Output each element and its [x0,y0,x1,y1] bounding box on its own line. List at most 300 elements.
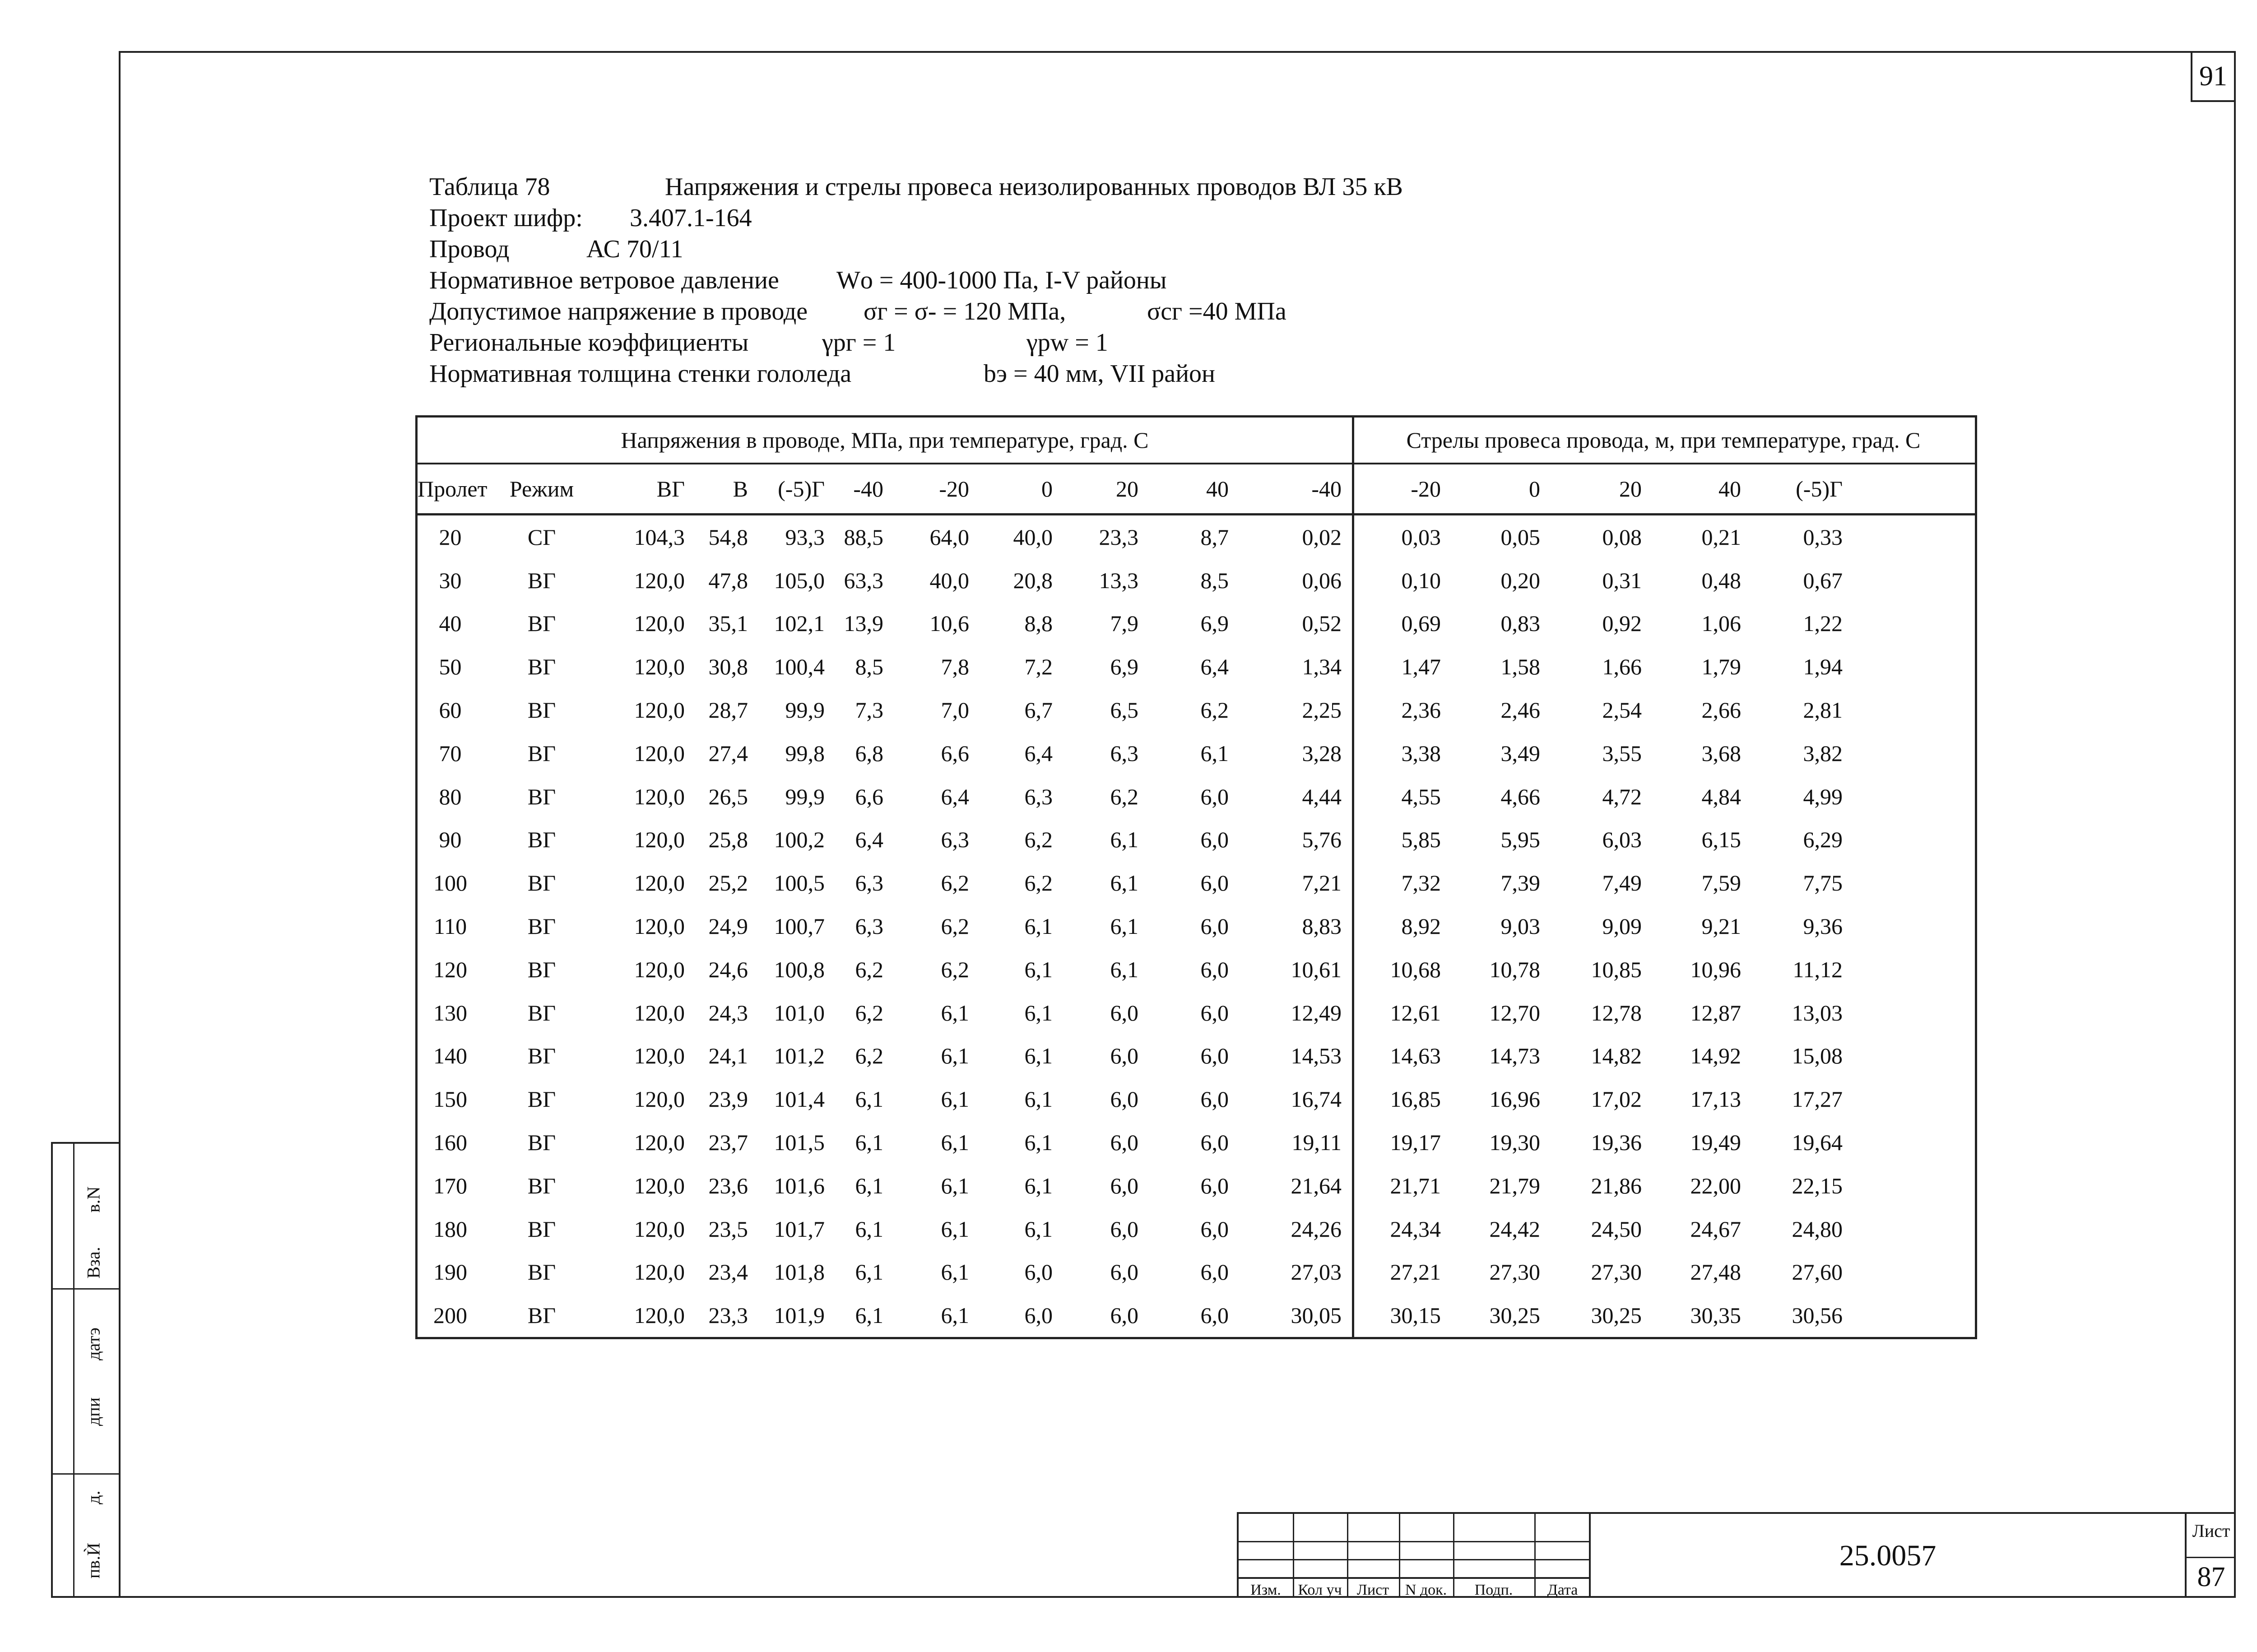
table-cell: 4,84 [1701,784,1741,809]
table-cell: 6,0 [1200,1086,1229,1112]
table-cell: 0,06 [1302,567,1342,593]
column-header: 0 [1041,476,1053,501]
table-cell: 17,27 [1792,1086,1843,1112]
table-cell: 7,3 [855,697,883,723]
group-sag-header: Стрелы провеса провода, м, при температуре, град. С [1406,427,1921,453]
table-cell: 6,8 [855,740,883,766]
table-cell: 30,15 [1390,1303,1441,1328]
label-izm: Изм. [1250,1582,1281,1598]
coef-2: γpw = 1 [1026,329,1108,357]
table-cell: 8,5 [1200,567,1229,593]
table-cell: 26,5 [708,784,748,809]
table-cell: 120,0 [634,1216,685,1242]
table-cell: 90 [439,827,462,853]
table-cell: 6,0 [1110,1303,1138,1328]
table-cell: 6,0 [1200,1216,1229,1242]
table-cell: 63,3 [844,567,883,593]
table-cell: 19,49 [1690,1130,1741,1155]
column-header: ВГ [656,476,685,501]
table-cell: 120,0 [634,784,685,809]
table-row [418,732,1975,775]
project-label: Проект шифр: [429,204,583,232]
table-cell: 23,9 [708,1086,748,1112]
table-cell: 0,48 [1701,567,1741,593]
table-cell: 30,8 [708,654,748,680]
table-cell: 24,67 [1690,1216,1741,1242]
table-cell: 22,00 [1690,1173,1741,1198]
table-cell: 3,55 [1602,740,1642,766]
table-cell: 70 [439,740,462,766]
table-cell: 6,0 [1110,1130,1138,1155]
table-cell: 6,0 [1024,1303,1053,1328]
group-header-row [418,418,1975,464]
table-cell: 24,3 [708,1000,748,1026]
table-cell: 2,81 [1803,697,1843,723]
table-cell: 6,4 [1200,654,1229,680]
table-cell: 101,6 [774,1173,825,1198]
table-cell: 4,55 [1401,784,1441,809]
table-cell: ВГ [527,1259,556,1285]
table-cell: 6,6 [855,784,883,809]
table-cell: 30,05 [1291,1303,1342,1328]
column-header: -20 [1411,476,1441,501]
table-label: Таблица 78 [429,173,550,201]
table-cell: 21,79 [1489,1173,1540,1198]
table-cell: 64,0 [929,524,969,550]
table-cell: 0,05 [1500,524,1540,550]
table-row [418,1294,1975,1337]
table-cell: 30,56 [1792,1303,1843,1328]
table-cell: 25,2 [708,870,748,896]
column-header: 40 [1206,476,1229,501]
table-cell: 27,30 [1591,1259,1642,1285]
table-cell: 23,7 [708,1130,748,1155]
table-cell: ВГ [527,1173,556,1198]
label-n-dok: N док. [1405,1582,1447,1598]
table-cell: 6,2 [941,870,969,896]
table-row [418,515,1975,559]
table-row [418,1251,1975,1294]
table-cell: ВГ [527,956,556,982]
table-cell: 6,1 [1110,914,1138,939]
table-cell: 2,46 [1500,697,1540,723]
table-cell: 120,0 [634,654,685,680]
table-body [418,515,1975,1337]
table-cell: 1,06 [1701,611,1741,636]
table-row [418,645,1975,688]
wire-label: Провод [429,235,510,263]
table-cell: 6,0 [1110,1216,1138,1242]
column-header: -20 [939,476,969,501]
table-cell: 102,1 [774,611,825,636]
table-cell: 14,92 [1690,1043,1741,1069]
table-cell: 6,0 [1200,1043,1229,1069]
table-cell: 30 [439,567,462,593]
table-cell: 6,0 [1200,1303,1229,1328]
table-row [418,905,1975,948]
table-cell: 24,34 [1390,1216,1441,1242]
table-row [418,818,1975,862]
grid-line [1239,1577,1589,1579]
table-cell: 88,5 [844,524,883,550]
table-cell: 6,1 [941,1303,969,1328]
table-cell: 10,61 [1291,956,1342,982]
table-cell: 7,8 [941,654,969,680]
table-cell: 101,7 [774,1216,825,1242]
table-cell: 6,1 [1024,956,1053,982]
wind-label: Нормативное ветровое давление [429,266,779,294]
table-cell: 99,8 [785,740,825,766]
table-cell: 20,8 [1013,567,1053,593]
table-cell: 0,02 [1302,524,1342,550]
table-cell: 0,92 [1602,611,1642,636]
column-header: Пролет [418,476,488,501]
table-cell: 170 [433,1173,467,1198]
column-header: 0 [1529,476,1540,501]
table-cell: 6,0 [1110,1086,1138,1112]
table-cell: 6,1 [1024,1130,1053,1155]
table-cell: 100,5 [774,870,825,896]
table-cell: 30,25 [1591,1303,1642,1328]
table-cell: 6,0 [1200,1000,1229,1026]
table-cell: 6,03 [1602,827,1642,853]
coef-1: γpг = 1 [822,329,896,357]
table-cell: 24,6 [708,956,748,982]
table-cell: 6,2 [1200,697,1229,723]
table-cell: 120,0 [634,567,685,593]
table-cell: 6,2 [941,956,969,982]
table-cell: 24,80 [1792,1216,1843,1242]
table-cell: 130 [433,1000,467,1026]
table-cell: 28,7 [708,697,748,723]
table-cell: 99,9 [785,697,825,723]
table-cell: 0,03 [1401,524,1441,550]
table-cell: 30,35 [1690,1303,1741,1328]
column-header: -40 [853,476,883,501]
table-cell: 17,02 [1591,1086,1642,1112]
table-cell: 14,63 [1390,1043,1441,1069]
label-kol-uch: Кол уч [1298,1582,1342,1598]
table-cell: 100,2 [774,827,825,853]
column-header: Режим [509,476,574,501]
table-cell: 6,6 [941,740,969,766]
table-cell: 7,39 [1500,870,1540,896]
table-cell: ВГ [527,740,556,766]
table-cell: 110 [433,914,467,939]
table-row [418,1077,1975,1121]
table-cell: 6,1 [1024,1173,1053,1198]
side-stamp-divider [73,1144,74,1596]
column-header: В [733,476,748,501]
table-cell: 100,8 [774,956,825,982]
group-stress-header: Напряжения в проводе, МПа, при температуре, град. С [621,427,1149,453]
wind-value: Wо = 400-1000 Па, I-V районы [836,266,1167,294]
table-cell: 0,31 [1602,567,1642,593]
table-cell: 1,66 [1602,654,1642,680]
table-cell: 120,0 [634,1000,685,1026]
table-cell: 160 [433,1130,467,1155]
table-cell: 0,67 [1803,567,1843,593]
side-stamp-label: Вза. [83,1247,104,1279]
table-cell: ВГ [527,1043,556,1069]
table-cell: 7,2 [1024,654,1053,680]
table-cell: 6,0 [1200,1130,1229,1155]
table-cell: ВГ [527,1130,556,1155]
table-cell: 3,28 [1302,740,1342,766]
table-cell: 0,21 [1701,524,1741,550]
table-row [418,1121,1975,1164]
table-cell: 7,32 [1401,870,1441,896]
table-cell: 8,92 [1401,914,1441,939]
table-cell: 120,0 [634,611,685,636]
label-data: Дата [1547,1582,1578,1598]
table-cell: 24,1 [708,1043,748,1069]
table-cell: ВГ [527,1216,556,1242]
table-cell: 0,08 [1602,524,1642,550]
table-cell: 40 [439,611,462,636]
table-cell: 4,66 [1500,784,1540,809]
coef-label: Региональные коэффициенты [429,329,749,357]
table-cell: 2,66 [1701,697,1741,723]
table-cell: 12,49 [1291,1000,1342,1026]
table-cell: 8,8 [1024,611,1053,636]
table-cell: 6,0 [1200,827,1229,853]
table-cell: 15,08 [1792,1043,1843,1069]
table-cell: 19,17 [1390,1130,1441,1155]
table-cell: 0,69 [1401,611,1441,636]
table-cell: ВГ [527,697,556,723]
table-cell: 7,0 [941,697,969,723]
table-cell: 6,1 [1024,1086,1053,1112]
side-stamp-label: датэ [83,1327,104,1360]
table-cell: 120,0 [634,1086,685,1112]
table-cell: 6,5 [1110,697,1138,723]
table-cell: ВГ [527,1086,556,1112]
table-cell: 93,3 [785,524,825,550]
ice-label: Нормативная толщина стенки гололеда [429,360,852,388]
table-cell: 10,78 [1489,956,1540,982]
table-cell: 6,1 [1024,1216,1053,1242]
sheet-number: 87 [2187,1557,2236,1596]
table-cell: 120,0 [634,914,685,939]
table-cell: 6,1 [855,1303,883,1328]
sheet-box [2185,1512,2236,1598]
table-cell: ВГ [527,1000,556,1026]
table-cell: 21,64 [1291,1173,1342,1198]
table-cell: 6,2 [855,1043,883,1069]
table-row [418,775,1975,818]
table-cell: 6,0 [1200,1173,1229,1198]
table-cell: 6,1 [1024,1043,1053,1069]
table-row [418,948,1975,991]
table-cell: 120,0 [634,697,685,723]
table-cell: 150 [433,1086,467,1112]
page-number: 91 [2191,51,2236,102]
table-cell: 9,09 [1602,914,1642,939]
table-cell: 23,6 [708,1173,748,1198]
wire-type: АС 70/11 [586,235,683,263]
table-cell: 23,3 [1099,524,1138,550]
table-cell: 6,1 [855,1259,883,1285]
table-cell: СГ [527,524,556,550]
table-cell: ВГ [527,914,556,939]
table-cell: 1,34 [1302,654,1342,680]
table-row [418,602,1975,645]
table-cell: 120,0 [634,740,685,766]
table-cell: 40,0 [1013,524,1053,550]
table-cell: ВГ [527,784,556,809]
table-cell: 6,2 [1024,870,1053,896]
table-cell: 6,1 [941,1216,969,1242]
table-cell: 100,7 [774,914,825,939]
table-cell: 6,1 [1110,956,1138,982]
table-cell: 24,42 [1489,1216,1540,1242]
table-cell: 2,25 [1302,697,1342,723]
table-cell: 6,0 [1110,1173,1138,1198]
table-cell: 7,75 [1803,870,1843,896]
project-code: 3.407.1-164 [630,204,752,232]
table-cell: 2,54 [1602,697,1642,723]
table-title: Напряжения и стрелы провеса неизолированных проводов ВЛ 35 кВ [665,173,1403,201]
sheet-label: Лист [2192,1521,2230,1541]
table-cell: 6,1 [1110,827,1138,853]
table-cell: 4,44 [1302,784,1342,809]
table-cell: 101,9 [774,1303,825,1328]
table-cell: 120,0 [634,1303,685,1328]
table-cell: 35,1 [708,611,748,636]
table-cell: 120,0 [634,827,685,853]
table-cell: ВГ [527,870,556,896]
table-cell: 120,0 [634,1259,685,1285]
table-cell: 6,0 [1200,956,1229,982]
table-cell: 12,70 [1489,1000,1540,1026]
table-cell: 27,48 [1690,1259,1741,1285]
table-cell: 16,96 [1489,1086,1540,1112]
section-divider [1352,418,1354,1337]
column-header: 40 [1718,476,1741,501]
stress-sag-table [415,415,1977,1339]
table-cell: 0,83 [1500,611,1540,636]
document-code: 25.0057 [1589,1512,2185,1598]
table-cell: 27,30 [1489,1259,1540,1285]
stress-value: σг = σ- = 120 МПа, [864,297,1066,325]
table-cell: 6,2 [855,956,883,982]
table-row [418,1164,1975,1207]
table-cell: 140 [433,1043,467,1069]
table-cell: 1,94 [1803,654,1843,680]
grid-line [1239,1559,1589,1560]
table-cell: 80 [439,784,462,809]
table-cell: 6,2 [941,914,969,939]
table-cell: 19,11 [1291,1130,1342,1155]
table-cell: 10,85 [1591,956,1642,982]
table-cell: 23,3 [708,1303,748,1328]
table-cell: 105,0 [774,567,825,593]
table-cell: 40,0 [929,567,969,593]
table-cell: 6,1 [1024,1000,1053,1026]
table-row [418,559,1975,602]
table-cell: ВГ [527,654,556,680]
table-cell: 6,1 [1110,870,1138,896]
table-cell: 30,25 [1489,1303,1540,1328]
table-cell: 8,83 [1302,914,1342,939]
ice-value: bэ = 40 мм, VII район [984,360,1216,388]
table-cell: 7,49 [1602,870,1642,896]
table-cell: 24,50 [1591,1216,1642,1242]
table-cell: 12,78 [1591,1000,1642,1026]
table-cell: 19,64 [1792,1130,1843,1155]
table-cell: 13,9 [844,611,883,636]
table-cell: 23,5 [708,1216,748,1242]
table-cell: 21,86 [1591,1173,1642,1198]
table-cell: 6,1 [855,1130,883,1155]
table-cell: 6,1 [855,1173,883,1198]
table-cell: 20 [439,524,462,550]
table-cell: 101,8 [774,1259,825,1285]
table-cell: ВГ [527,827,556,853]
table-cell: 6,1 [941,1000,969,1026]
table-cell: 200 [433,1303,467,1328]
table-cell: 6,29 [1803,827,1843,853]
table-cell: 6,4 [1024,740,1053,766]
table-cell: ВГ [527,567,556,593]
table-cell: 21,71 [1390,1173,1441,1198]
table-cell: 7,59 [1701,870,1741,896]
table-cell: 22,15 [1792,1173,1843,1198]
table-cell: 27,21 [1390,1259,1441,1285]
table-row [418,991,1975,1035]
column-header: 20 [1116,476,1138,501]
column-header: (-5)Г [778,476,825,501]
table-row [418,688,1975,732]
table-cell: 6,1 [941,1130,969,1155]
table-cell: 120,0 [634,1043,685,1069]
table-cell: 6,1 [1024,914,1053,939]
table-cell: 6,0 [1200,914,1229,939]
table-cell: 19,30 [1489,1130,1540,1155]
table-cell: 16,85 [1390,1086,1441,1112]
table-cell: 1,47 [1401,654,1441,680]
side-stamp-label: в.N [83,1186,104,1213]
table-cell: 0,33 [1803,524,1843,550]
table-cell: 23,4 [708,1259,748,1285]
table-cell: 50 [439,654,462,680]
label-podp: Подп. [1474,1582,1513,1598]
table-cell: 6,2 [855,1000,883,1026]
table-cell: 0,52 [1302,611,1342,636]
table-row [418,1035,1975,1078]
table-cell: 12,61 [1390,1000,1441,1026]
stress-label: Допустимое напряжение в проводе [429,297,808,325]
side-stamp-label: дпи [83,1397,104,1426]
table-cell: 3,82 [1803,740,1843,766]
table-cell: 6,3 [855,914,883,939]
table-cell: 6,1 [941,1043,969,1069]
table-cell: 27,03 [1291,1259,1342,1285]
table-cell: 6,1 [941,1173,969,1198]
table-cell: 180 [433,1216,467,1242]
table-cell: 6,0 [1200,784,1229,809]
table-cell: 120,0 [634,1130,685,1155]
table-cell: 14,82 [1591,1043,1642,1069]
table-cell: 6,4 [941,784,969,809]
table-cell: 6,3 [941,827,969,853]
table-cell: 6,0 [1110,1043,1138,1069]
title-block [1237,1512,2236,1598]
column-header-row [418,464,1975,515]
table-cell: 6,3 [1024,784,1053,809]
column-header: (-5)Г [1796,476,1843,501]
